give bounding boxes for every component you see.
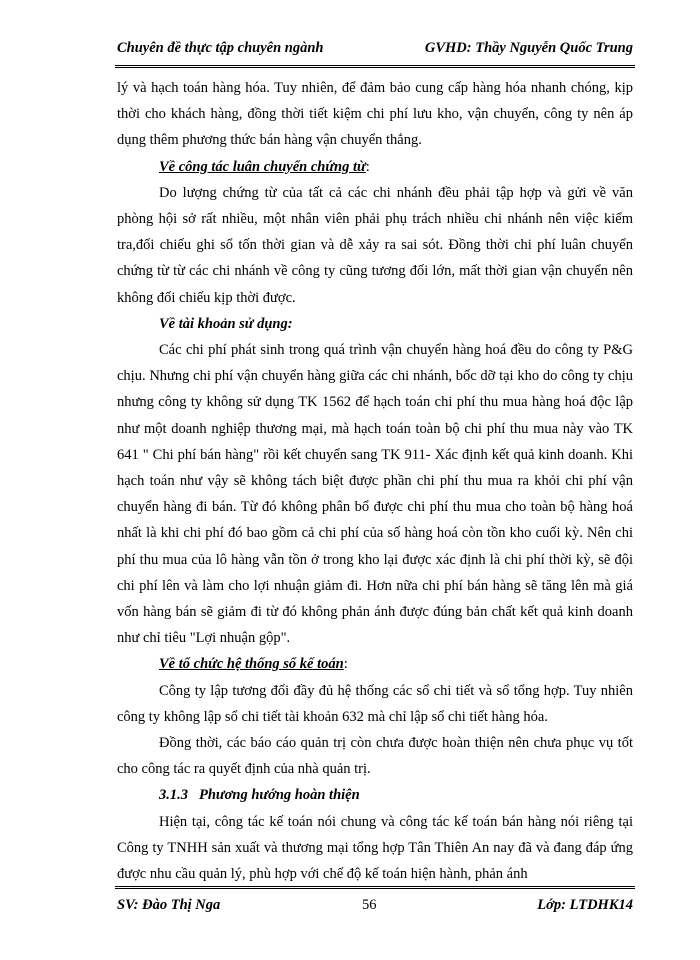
subheading-colon: : [343,656,348,673]
paragraph: lý và hạch toán hàng hóa. Tuy nhiên, để đảm bảo cung cấp hàng hóa nhanh chóng, kịp thời cho khách hàng, đồng thời tiết kiệm chi phí lưu kho, vận chuyển, công ty nên áp dụng thêm phương thức bán hàng vận chuyển thẳng. [117,80,633,149]
subheading-colon: : [365,158,370,175]
subheading-accounts-used: Về tài khoản sử dụng: [159,315,293,332]
subheading-text: Về công tác luân chuyển chứng từ [159,158,366,175]
page-number: 56 [362,897,377,913]
header-advisor: GVHD: Thầy Nguyễn Quốc Trung [424,40,633,56]
paragraph: Đồng thời, các báo cáo quản trị còn chưa được hoàn thiện nên chưa phục vụ tốt cho công tác ra quyết định của nhà quản trị. [117,735,633,778]
section-heading [117,782,633,808]
subheading-text: Về tổ chức hệ thống sổ kế toán [159,656,344,673]
paragraph: Do lượng chứng từ của tất cả các chi nhánh đều phải tập hợp và gửi về văn phòng hội sở rất nhiều, một nhân viên phải phụ trách nhiều chi nhánh nên việc kiểm tra,đối chiếu ghi sổ tốn thời gian và dễ xảy ra sai sót. Đồng thời chi phí luân chuyển chứng từ từ các chi nhánh về công ty cũng tương đối lớn, mất thời gian vận chuyển nên không đối chiếu kịp thời được. [117,184,633,306]
paragraph: Công ty lập tương đối đầy đủ hệ thống các sổ chi tiết và sổ tổng hợp. Tuy nhiên công ty không lập sổ chi tiết tài khoản 632 mà chỉ lập sổ chi tiết hàng hóa. [117,682,633,725]
subheading-bookkeeping-system [117,651,633,677]
section-title: Phương hướng hoàn thiện [199,787,360,804]
paragraph: Hiện tại, công tác kế toán nói chung và công tác kế toán bán hàng nói riêng tại Công ty TNHH sản xuất và thương mại tổng hợp Tân Thiên An nay đã và đang đáp ứng được nhu cầu quản lý, phù hợp với chế độ kế toán hiện hành, phản ánh [117,813,633,883]
page-header [117,40,633,62]
page-body [117,75,633,887]
header-course-title: Chuyên đề thực tập chuyên ngành [117,40,324,56]
footer-class: Lớp: LTDHK14 [537,897,633,913]
subheading-document-circulation [117,154,633,180]
page-footer [117,897,633,919]
header-rule [115,65,635,68]
paragraph: Các chi phí phát sinh trong quá trình vận chuyển hàng hoá đều do công ty P&G chịu. Nhưng chi phí vận chuyển hàng giữa các chi nhánh, bốc dỡ tại kho do công ty chịu nhưng công ty không sử dụng TK 1562 để hạch toán chi phí thu mua hàng hoá độc lập như một doanh nghiệp thương mại, mà hạch toán toàn bộ chi phí thu mua này vào TK 641 " Chi phí bán hàng" rồi kết chuyển sang TK 911- Xác định kết quả kinh doanh. Khi hạch toán như vậy sẽ không tách biệt được phần chi phí thu mua ra khỏi chi phí vận chuyển hàng đi bán. Từ đó không phân bổ được chi phí thu mua cho toàn bộ hàng hoá nhất là khi chi phí đó bao gồm cả chi phí của số hàng hoá còn tồn kho cuối kỳ. Nên chi phí thu mua của lô hàng vẫn tồn ở trong kho lại được xác định là chi phí thời kỳ, sẽ đội chi phí lên và làm cho lợi nhuận giảm đi. Hơn nữa chi phí bán hàng sẽ tăng lên mà giá vốn hàng bán sẽ giảm đi từ đó không phản ánh được đúng bản chất kết quả kinh doanh như chỉ tiêu "Lợi nhuận gộp". [117,342,633,647]
section-number: 3.1.3 [159,787,188,804]
footer-rule [115,886,635,889]
footer-student: SV: Đào Thị Nga [117,897,221,913]
